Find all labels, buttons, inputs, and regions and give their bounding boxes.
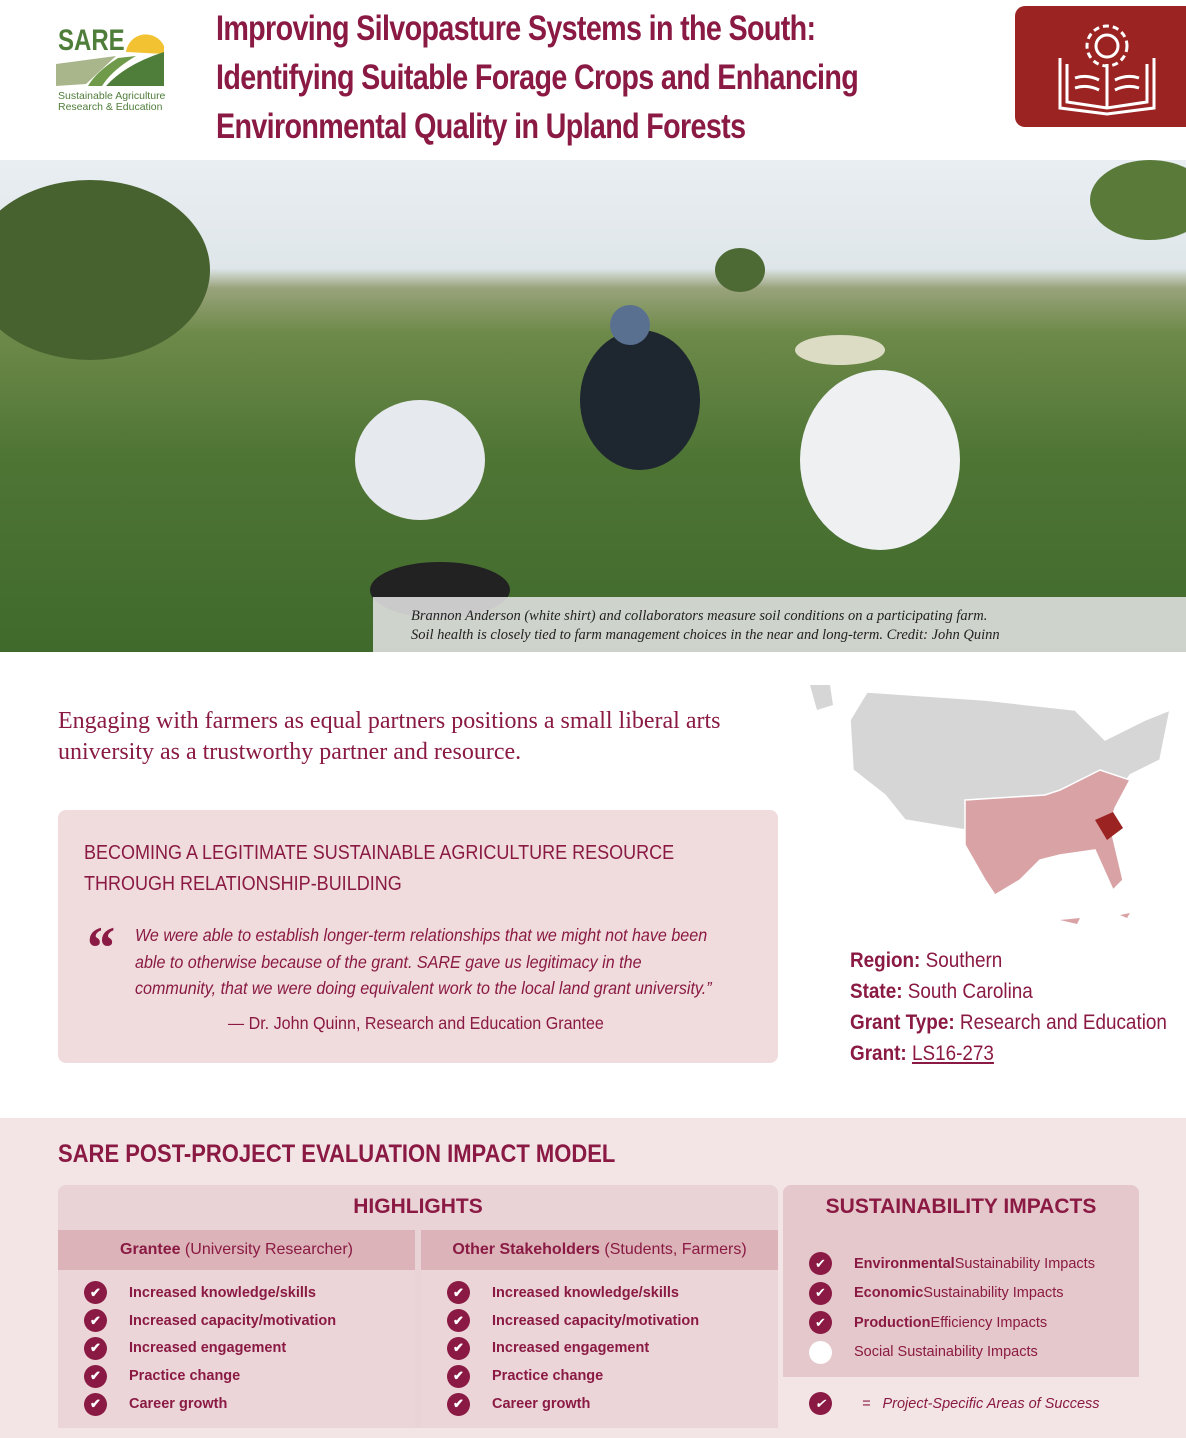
sustainability-panel — [783, 1185, 1139, 1377]
stakeholders-column: Other Stakeholders (Students, Farmers) ✔ Increased knowledge/skills ✔ Increased capacity/motivation ✔ Increased engagement ✔ Practice change ✔ Career growth — [421, 1230, 778, 1428]
item-label: Practice change — [129, 1368, 241, 1385]
logo-tagline: Sustainable Agriculture Research & Education — [58, 90, 166, 113]
page-title: Improving Silvopasture Systems in the South: Identifying Suitable Forage Crops and Enhancing Environmental Quality in Upland Forests — [216, 9, 859, 146]
map-territories — [1060, 913, 1130, 924]
check-icon: ✔ — [447, 1393, 470, 1416]
logo-text: SARE — [58, 24, 125, 57]
check-icon: ✔ — [809, 1252, 832, 1275]
field-photo — [0, 160, 1186, 652]
region-row: Region: Southern — [850, 949, 1003, 972]
highlights-panel — [58, 1185, 778, 1428]
highlight-item — [58, 1362, 415, 1390]
check-icon: ✔ — [447, 1309, 470, 1332]
highlight-item — [58, 1390, 415, 1418]
sustainability-heading: SUSTAINABILITY IMPACTS — [825, 1195, 1097, 1218]
item-label: Increased knowledge/skills — [492, 1284, 679, 1301]
quote-box — [58, 810, 778, 1063]
highlights-heading: HIGHLIGHTS — [353, 1195, 483, 1218]
item-label: Increased capacity/motivation — [492, 1312, 700, 1329]
highlight-item — [421, 1307, 778, 1335]
empty-circle-icon — [809, 1341, 832, 1364]
sustainability-item: ✔ Environmental Sustainability Impacts — [783, 1249, 1139, 1279]
photo-scene — [0, 160, 1186, 652]
highlight-item — [58, 1279, 415, 1307]
logo-fields-icon — [56, 24, 168, 94]
quote-text: We were able to establish longer-term relationships that we might not have been able to otherwise because of the grant. SARE gave us legitimacy in the community, that we were doing equivalent work to the local land grant university.” — [135, 925, 712, 998]
item-label: Increased engagement — [129, 1340, 287, 1357]
map-alaska — [810, 685, 833, 710]
highlight-item — [421, 1390, 778, 1418]
research-badge — [1015, 6, 1186, 127]
quote-attribution: — Dr. John Quinn, Research and Education Grantee — [228, 1013, 604, 1033]
check-icon: ✔ — [809, 1311, 832, 1334]
item-label: Increased capacity/motivation — [129, 1312, 337, 1329]
grant-link[interactable]: LS16-273 — [911, 1042, 994, 1065]
check-icon: ✔ — [447, 1365, 470, 1388]
grant-info — [850, 945, 1174, 1069]
highlight-item — [421, 1279, 778, 1307]
item-label: Career growth — [492, 1396, 591, 1413]
sustainability-item: ✔ Economic Sustainability Impacts — [783, 1279, 1139, 1309]
check-icon: ✔ — [84, 1309, 107, 1332]
sustainability-item: Social Sustainability Impacts — [783, 1338, 1139, 1368]
impact-title: SARE POST-PROJECT EVALUATION IMPACT MODEL — [58, 1140, 616, 1168]
quote-heading: BECOMING A LEGITIMATE SUSTAINABLE AGRICULTURE RESOURCE THROUGH RELATIONSHIP-BUILDING — [84, 842, 675, 895]
sare-logo — [56, 24, 168, 120]
grant-row: Grant: LS16-273 — [850, 1042, 994, 1065]
item-label: Increased engagement — [492, 1340, 650, 1357]
quote-mark: “ — [84, 915, 114, 981]
highlight-item — [421, 1362, 778, 1390]
check-icon: ✔ — [447, 1337, 470, 1360]
check-icon: ✔ — [447, 1281, 470, 1304]
highlight-item — [58, 1335, 415, 1363]
us-map — [805, 680, 1175, 940]
sustainability-item: ✔ Production Efficiency Impacts — [783, 1308, 1139, 1338]
state-row: State: South Carolina — [850, 980, 1033, 1003]
legend: ✔ = Project-Specific Areas of Success — [809, 1392, 1100, 1415]
grantee-column: Grantee (University Researcher) ✔ Increased knowledge/skills ✔ Increased capacity/motivation ✔ Increased engagement ✔ Practice change ✔ Career growth — [58, 1230, 415, 1428]
item-label: Career growth — [129, 1396, 228, 1413]
lightbulb-gear-book-icon — [1015, 6, 1186, 127]
check-icon: ✔ — [84, 1393, 107, 1416]
item-label: Increased knowledge/skills — [129, 1284, 316, 1301]
highlight-item — [421, 1335, 778, 1363]
photo-caption: Brannon Anderson (white shirt) and collaborators measure soil conditions on a participating farm. Soil health is closely tied to farm management choices in the near and long-term. Credit: John Quinn — [373, 597, 1186, 652]
check-icon: ✔ — [809, 1392, 832, 1415]
check-icon: ✔ — [84, 1365, 107, 1388]
check-icon: ✔ — [84, 1281, 107, 1304]
grant-type-row: Grant Type: Research and Education — [850, 1011, 1167, 1034]
highlight-item — [58, 1307, 415, 1335]
check-icon: ✔ — [809, 1282, 832, 1305]
item-label: Practice change — [492, 1368, 604, 1385]
check-icon: ✔ — [84, 1337, 107, 1360]
lead-statement: Engaging with farmers as equal partners positions a small liberal arts university as a trustworthy partner and resource. — [58, 708, 721, 765]
